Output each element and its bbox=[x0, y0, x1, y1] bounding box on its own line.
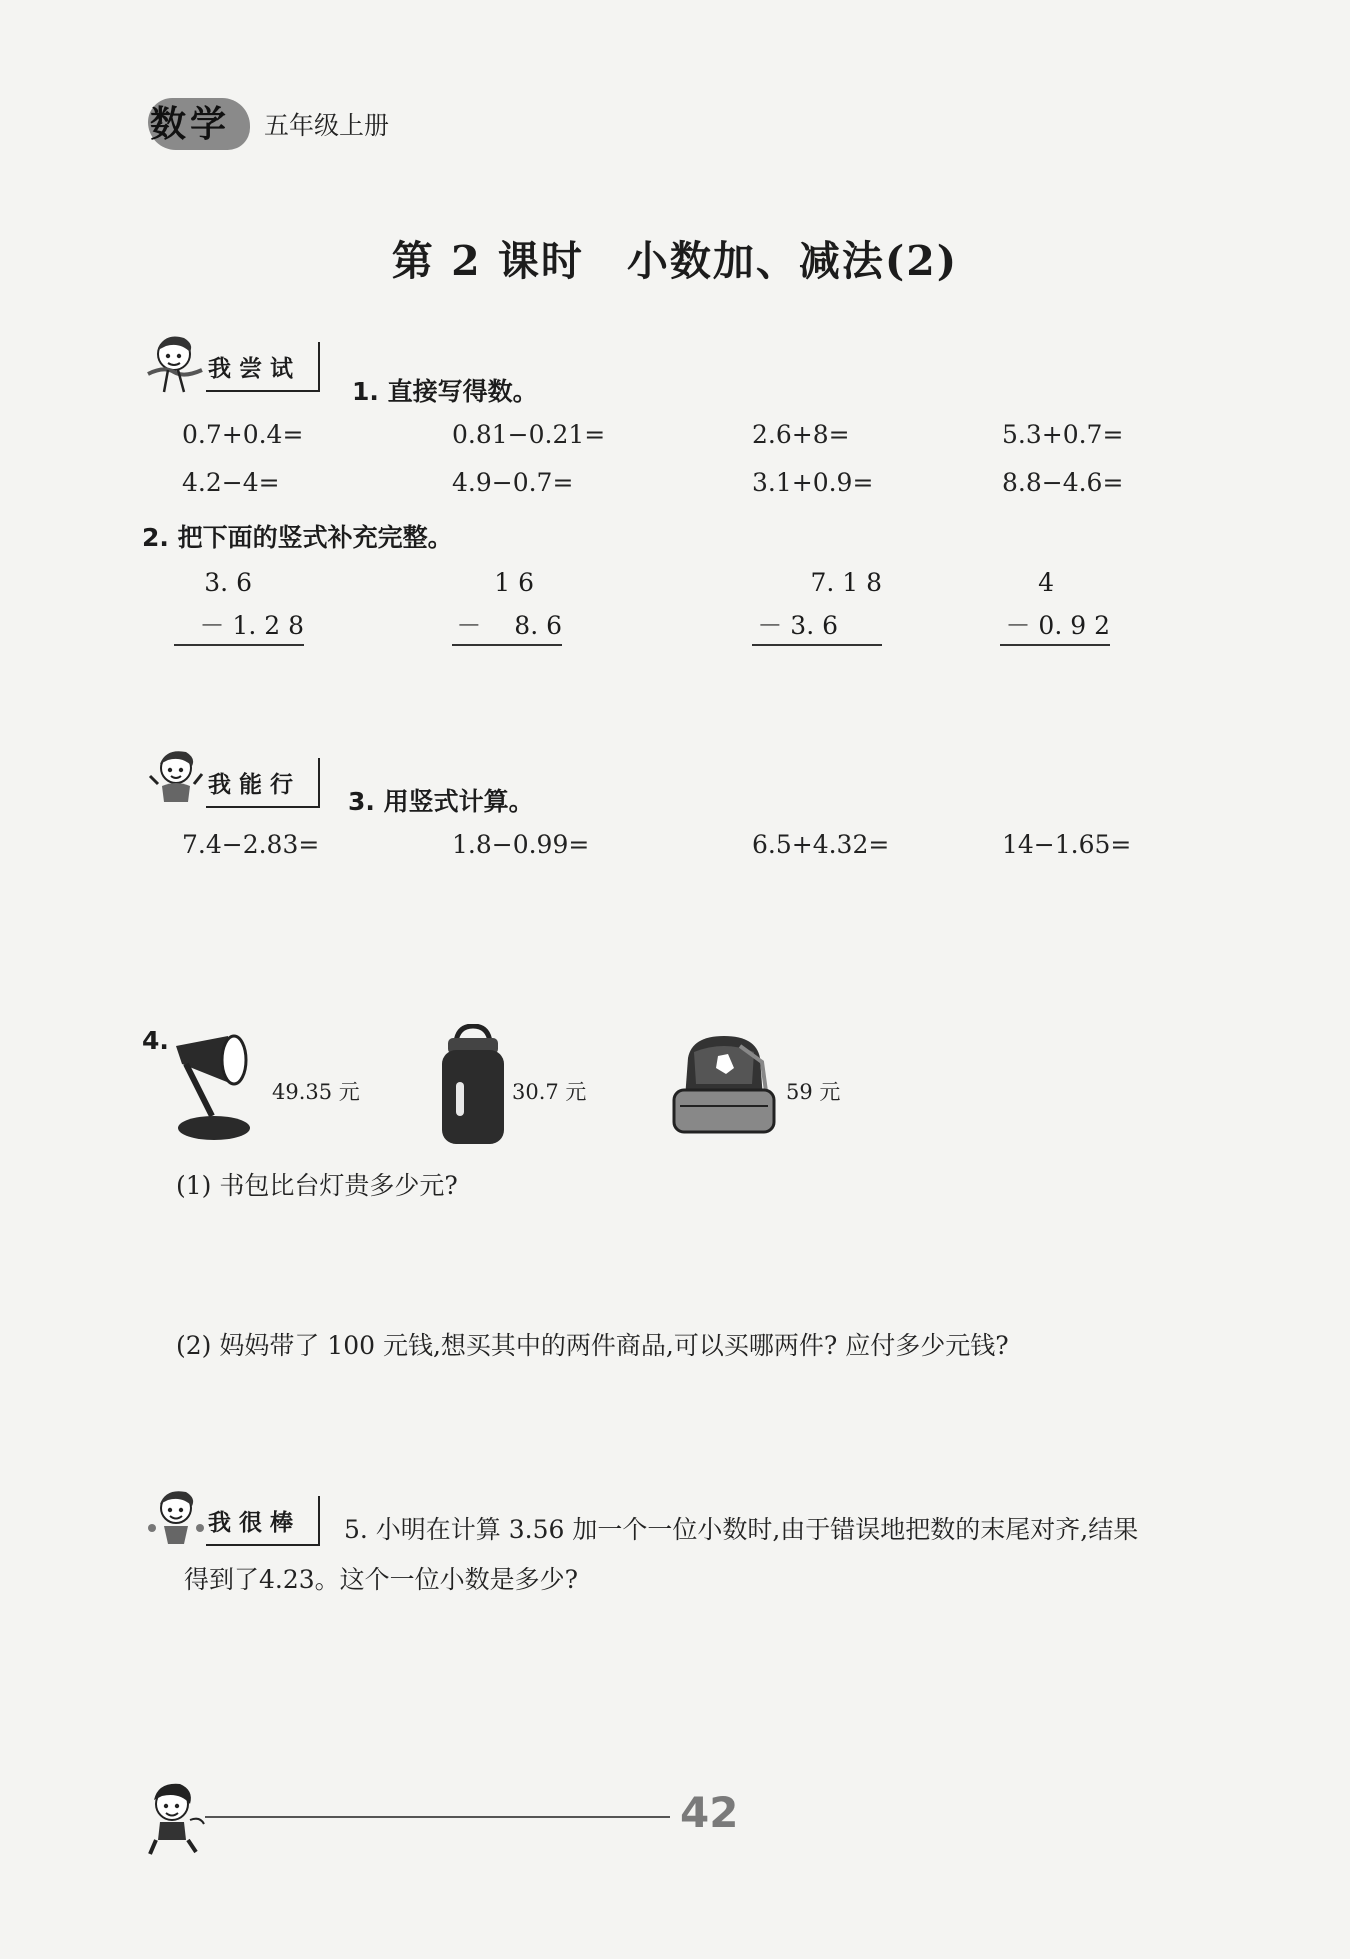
q5-line2: 得到了4.23。这个一位小数是多少? bbox=[184, 1565, 579, 1594]
q2-title: 2. 把下面的竖式补充完整。 bbox=[142, 523, 453, 552]
section-label-try: 我尝试 bbox=[208, 356, 301, 382]
q1-item: 8.8−4.6= bbox=[1002, 468, 1124, 497]
lesson-title: 第 2 课时 小数加、减法(2) bbox=[391, 237, 959, 285]
q1-item: 4.9−0.7= bbox=[452, 468, 574, 497]
badge-divider bbox=[318, 758, 320, 808]
girl-mascot-icon bbox=[144, 1484, 210, 1550]
subject-label: 数学 bbox=[150, 104, 231, 145]
backpack-icon bbox=[668, 1032, 780, 1136]
badge-underline bbox=[206, 806, 318, 808]
vform-top: 1 6 bbox=[494, 568, 534, 597]
vform-bottom: － 0. 9 2 bbox=[1005, 611, 1110, 640]
vform-top: 4 bbox=[1038, 568, 1054, 597]
q3-item: 14−1.65= bbox=[1002, 830, 1132, 859]
boy-mascot-icon bbox=[140, 1780, 210, 1856]
desk-lamp-icon bbox=[170, 1030, 270, 1146]
q1-item: 4.2−4= bbox=[182, 468, 280, 497]
q1-title: 1. 直接写得数。 bbox=[352, 377, 538, 406]
vform-line bbox=[174, 644, 304, 646]
vertical-form bbox=[752, 568, 882, 658]
q1-item: 2.6+8= bbox=[752, 420, 850, 449]
section-badge-can bbox=[140, 746, 320, 808]
vform-top: 3. 6 bbox=[204, 568, 252, 597]
q3-item: 7.4−2.83= bbox=[182, 830, 320, 859]
q4-part2: (2) 妈妈带了 100 元钱,想买其中的两件商品,可以买哪两件? 应付多少元钱? bbox=[176, 1331, 1009, 1360]
q1-item: 0.81−0.21= bbox=[452, 420, 606, 449]
section-label-great: 我很棒 bbox=[208, 1510, 301, 1536]
section-badge-try bbox=[140, 330, 320, 392]
q3-item: 6.5+4.32= bbox=[752, 830, 890, 859]
badge-divider bbox=[318, 342, 320, 392]
badge-underline bbox=[206, 390, 318, 392]
vform-line bbox=[1000, 644, 1110, 646]
vform-bottom: － 1. 2 8 bbox=[199, 611, 304, 640]
q1-item: 3.1+0.9= bbox=[752, 468, 874, 497]
grade-label: 五年级上册 bbox=[264, 111, 390, 140]
q3-title: 3. 用竖式计算。 bbox=[348, 787, 534, 816]
footer-rule bbox=[205, 1816, 670, 1818]
badge-divider bbox=[318, 1496, 320, 1546]
vertical-form bbox=[1000, 568, 1110, 658]
q5-line1: 5. 小明在计算 3.56 加一个一位小数时,由于错误地把数的末尾对齐,结果 bbox=[344, 1515, 1139, 1544]
backpack-price: 59 元 bbox=[786, 1080, 841, 1104]
lamp-price: 49.35 元 bbox=[272, 1080, 360, 1104]
section-label-can: 我能行 bbox=[208, 772, 301, 798]
vform-bottom: － 8. 6 bbox=[456, 611, 562, 640]
q4-part1: (1) 书包比台灯贵多少元? bbox=[176, 1171, 458, 1200]
vform-top: 7. 1 8 bbox=[810, 568, 882, 597]
q1-item: 0.7+0.4= bbox=[182, 420, 304, 449]
thermos-icon bbox=[438, 1024, 508, 1146]
q3-item: 1.8−0.99= bbox=[452, 830, 590, 859]
q4-number: 4. bbox=[142, 1026, 169, 1055]
vform-bottom: － 3. 6 bbox=[757, 611, 838, 640]
page-number: 42 bbox=[680, 1788, 739, 1837]
badge-underline bbox=[206, 1544, 318, 1546]
section-badge-great bbox=[140, 1484, 320, 1546]
vertical-form bbox=[174, 568, 304, 658]
vform-line bbox=[452, 644, 562, 646]
vform-line bbox=[752, 644, 882, 646]
thermos-price: 30.7 元 bbox=[512, 1080, 587, 1104]
girl-mascot-icon bbox=[144, 330, 210, 396]
q1-item: 5.3+0.7= bbox=[1002, 420, 1124, 449]
vertical-form bbox=[452, 568, 562, 658]
girl-mascot-icon bbox=[144, 746, 210, 812]
